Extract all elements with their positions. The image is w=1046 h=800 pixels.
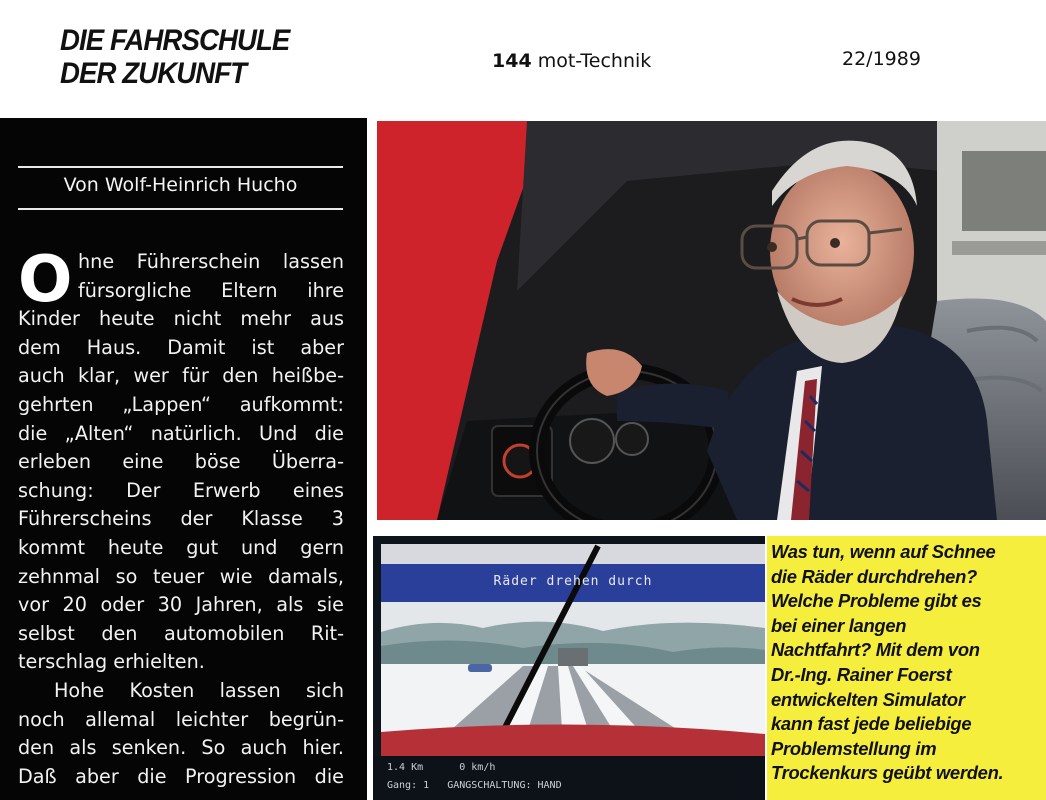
caption-line: Trockenkurs geübt werden.: [771, 762, 1004, 784]
body-line: terschlag erhielten.: [18, 650, 205, 674]
body-line: die „Alten“ natürlich. Und die: [18, 421, 344, 445]
headline-line-2: DER ZUKUNFT: [60, 57, 247, 90]
body-line: auch klar, wer für den heißbe-: [18, 364, 344, 388]
caption-line: bei einer langen: [771, 614, 907, 636]
body-line: den als senken. So auch hier.: [18, 736, 344, 760]
caption-line: die Räder durchdrehen?: [771, 565, 977, 587]
caption-text: [771, 540, 1046, 786]
body-line: Daß aber die Progression die: [18, 764, 344, 788]
caption-line: Dr.-Ing. Rainer Foerst: [771, 663, 952, 685]
issue-number: 22/1989: [842, 48, 921, 70]
byline-rule-top: [18, 166, 343, 168]
caption-line: Nachtfahrt? Mit dem von: [771, 639, 980, 661]
body-line: gehrten „Lappen“ aufkommt:: [18, 392, 344, 416]
body-line: kommt heute gut und gern: [18, 535, 344, 559]
body-line: noch allemal leichter begrün-: [18, 707, 344, 731]
article-column: [0, 118, 367, 800]
caption-line: Was tun, wenn auf Schnee: [771, 541, 996, 562]
photo-driving-simulator: [377, 121, 1046, 520]
body-line: vor 20 oder 30 Jahren, als sie: [18, 593, 344, 617]
body-line: erleben eine böse Überra-: [18, 450, 344, 474]
body-line: Führerscheins der Klasse 3: [18, 507, 344, 531]
body-line: selbst den automobilen Rit-: [18, 621, 344, 645]
caption-line: Welche Probleme gibt es: [771, 590, 982, 612]
simulator-status-line-2: Gang: 1 GANGSCHALTUNG: HAND: [387, 780, 562, 791]
body-line: schung: Der Erwerb eines: [18, 478, 344, 502]
body-line: dem Haus. Damit ist aber: [18, 335, 344, 359]
page-number: 144: [492, 50, 532, 72]
body-line: Hohe Kosten lassen sich: [54, 678, 344, 702]
page-info: [492, 50, 651, 72]
photo-caption: [767, 536, 1046, 800]
photo-simulator-screen: [373, 536, 765, 800]
simulator-status-line-1: 1.4 Km 0 km/h: [387, 762, 496, 773]
article-body: [18, 243, 344, 791]
caption-line: Problemstellung im: [771, 737, 937, 759]
caption-line: entwickelten Simulator: [771, 688, 965, 710]
article-headline: [60, 24, 289, 90]
page-header: [0, 0, 1046, 118]
body-line: Kinder heute nicht mehr aus: [18, 307, 344, 331]
drop-cap: O: [18, 243, 73, 317]
byline-rule-bottom: [18, 208, 343, 210]
body-line: zehnmal so teuer wie damals,: [18, 564, 344, 588]
headline-line-1: DIE FAHRSCHULE: [60, 24, 290, 57]
section-name: mot-Technik: [537, 50, 652, 72]
byline: Von Wolf-Heinrich Hucho: [63, 174, 298, 196]
photo-illustration: [377, 121, 1046, 520]
caption-line: kann fast jede beliebige: [771, 713, 972, 735]
simulator-banner-text: Räder drehen durch: [493, 574, 653, 589]
body-line: hne Führerschein lassen: [78, 250, 344, 273]
body-line: fürsorgliche Eltern ihre: [78, 278, 344, 302]
